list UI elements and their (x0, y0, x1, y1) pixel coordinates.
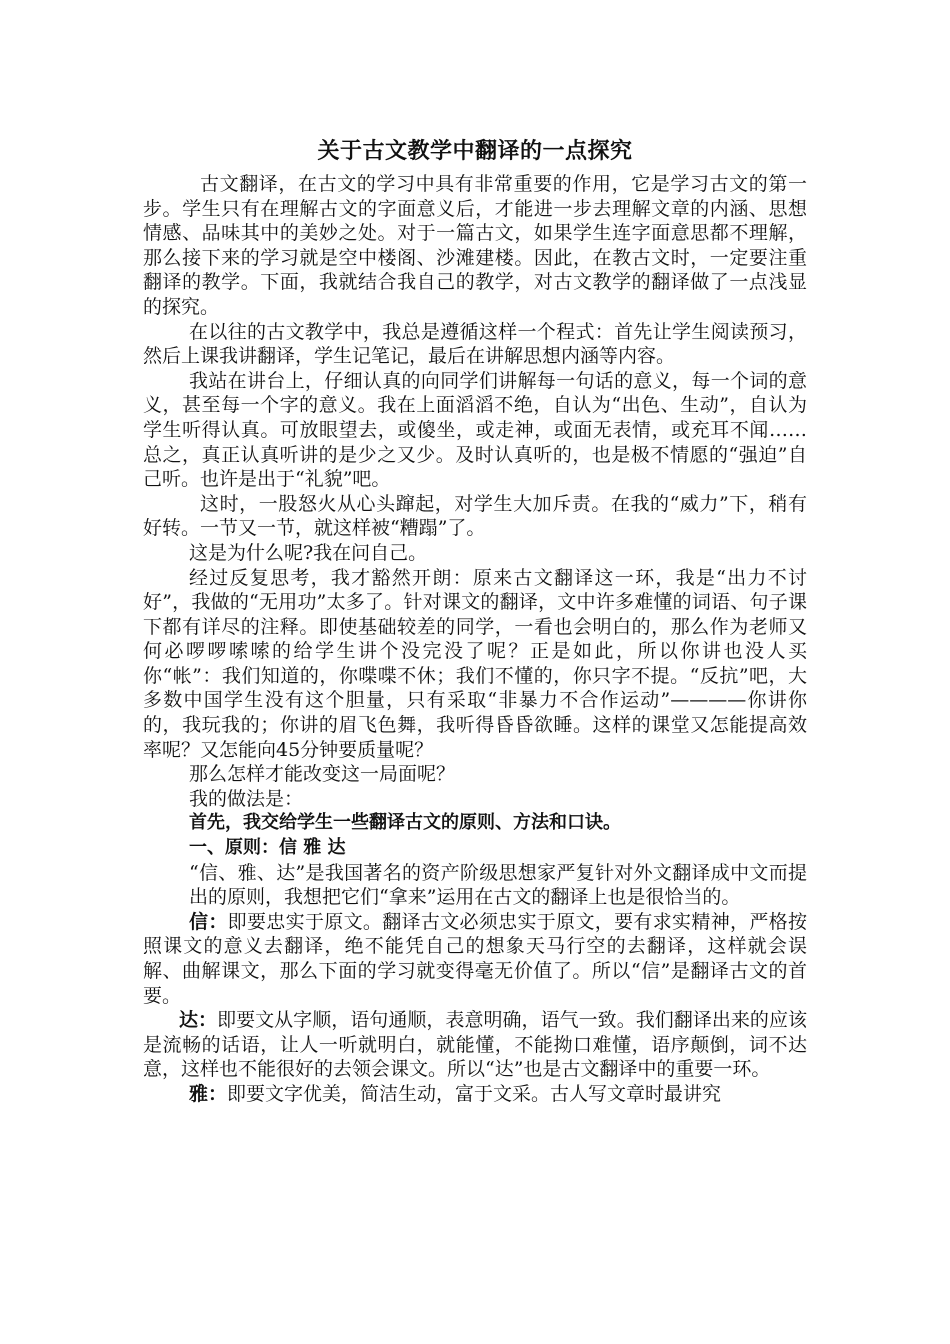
paragraph-intro: 古文翻译，在古文的学习中具有非常重要的作用，它是学习古文的第一步。学生只有在理解古文的字面意义后，才能进一步去理解文章的内涵、思想情感、品味其中的美妙之处。对于一篇古文，如果学生连字面意思都不理解，那么接下来的学习就是空中楼阁、沙滩建楼。因此，在教古文时，一定要注重翻译的教学。下面，我就结合我自己的教学，对古文教学的翻译做了一点浅显的探究。 (143, 173, 807, 318)
paragraph-how-to-change: 那么怎样才能改变这一局面呢？ (189, 763, 456, 786)
paragraph-reflection: 经过反复思考，我才豁然开朗：原来古文翻译这一环，我是“出力不讨好”，我做的“无用功”太多了。针对课文的翻译，文中许多难懂的词语、句子课下都有详尽的注释。即使基础较差的同学，一看也会明白的，那么作为老师又何必啰啰嗦嗦的给学生讲个没完没了呢？正是如此，所以你讲也没人买你“帐”：我们知道的，你喋喋不休；我们不懂的，你只字不提。“反抗”吧，大多数中国学生没有这个胆量，只有采取“非暴力不合作运动”————你讲你的，我玩我的；你讲的眉飞色舞，我听得昏昏欲睡。这样的课堂又怎能提高效率呢？又怎能向45分钟要质量呢？ (143, 566, 807, 761)
paragraph-da (143, 1008, 807, 1082)
paragraph-past-teaching: 在以往的古文教学中，我总是遵循这样一个程式：首先让学生阅读预习，然后上课我讲翻译，学生记笔记，最后在讲解思想内涵等内容。 (143, 320, 807, 368)
text-da: 即要文从字顺，语句通顺，表意明确，语气一致。我们翻译出来的应该是流畅的话语，让人一听就明白，就能懂，不能拗口难懂，语序颠倒，词不达意，这样也不能很好的去领会课文。所以“达”也是古文翻译中的重要一环。 (143, 1009, 807, 1081)
paragraph-anger: 这时，一股怒火从心头蹿起，对学生大加斥责。在我的“威力”下，稍有好转。一节又一节，就这样被“糟蹋”了。 (143, 492, 807, 540)
paragraph-xin (143, 910, 807, 1008)
paragraph-lecturing: 我站在讲台上，仔细认真的向同学们讲解每一句话的意义，每一个词的意义，甚至每一个字的意义。我在上面滔滔不绝，自认为“出色、生动”，自认为学生听得认真。可放眼望去，或傻坐，或走神，或面无表情，或充耳不闻……总之，真正认真听讲的是少之又少。及时认真听的，也是极不情愿的“强迫”自己听。也许是出于“礼貌”吧。 (143, 369, 807, 491)
paragraph-ya (143, 1082, 807, 1107)
paragraph-question: 这是为什么呢?我在问自己。 (189, 541, 428, 564)
text-ya: 即要文字优美，简洁生动，富于文采。古人写文章时最讲究 (227, 1082, 722, 1105)
lead-xin: 信： (189, 910, 228, 933)
lead-ya: 雅： (189, 1082, 228, 1105)
paragraph-xin-ya-da: “信、雅、达”是我国著名的资产阶级思想家严复针对外文翻译成中文而提出的原则，我想把它们“拿来”运用在古文的翻译上也是很恰当的。 (189, 861, 807, 909)
lead-da: 达： (179, 1009, 218, 1032)
section-heading-principles: 一、原则：信 雅 达 (189, 837, 346, 859)
document-title: 关于古文教学中翻译的一点探究 (317, 139, 633, 164)
text-xin: 即要忠实于原文。翻译古文必须忠实于原文，要有求实精神，严格按照课文的意义去翻译，绝不能凭自己的想象天马行空的去翻译，这样就会误解、曲解课文，那么下面的学习就变得毫无价值了。所以“信”是翻译古文的首要。 (143, 910, 807, 1007)
paragraph-my-method: 我的做法是： (189, 787, 304, 810)
document-body (143, 134, 807, 1107)
section-heading-first: 首先，我交给学生一些翻译古文的原则、方法和口诀。 (189, 812, 621, 834)
